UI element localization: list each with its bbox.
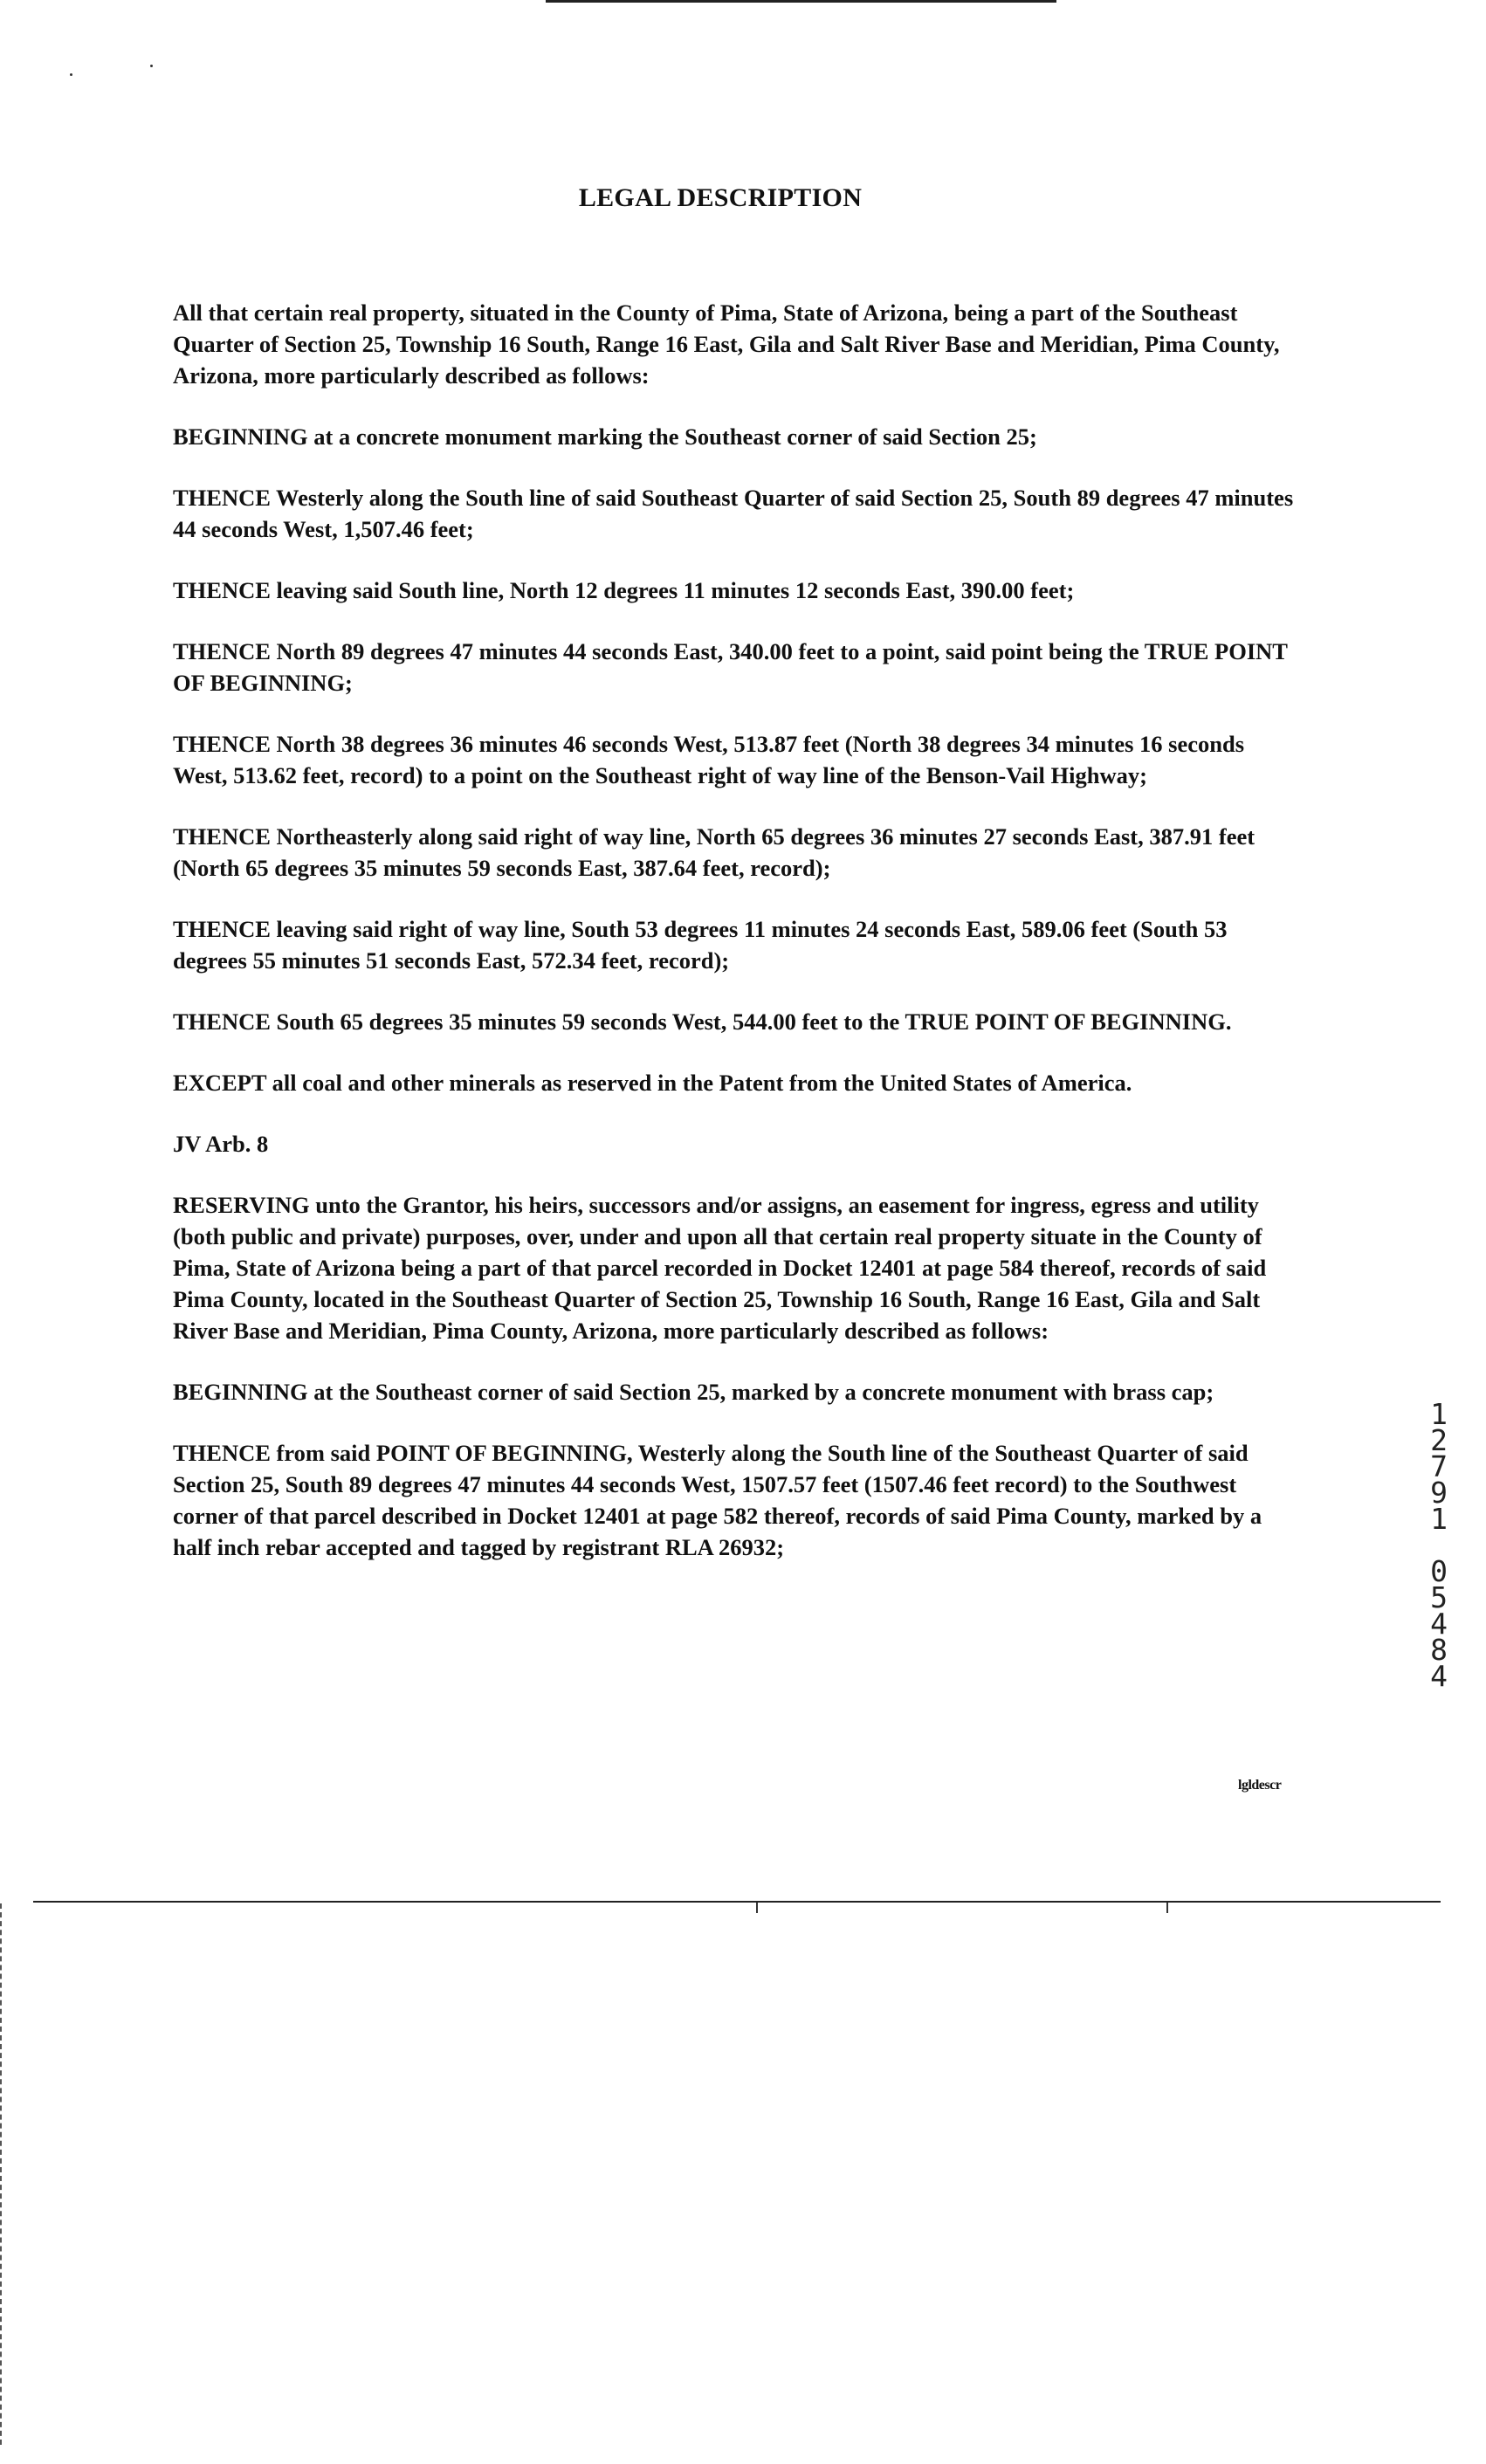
docket-digit: 1: [1430, 1502, 1448, 1536]
edge-tick-mark: [1166, 1903, 1168, 1913]
docket-digit: 5: [1430, 1580, 1448, 1614]
docket-digit: 0: [1430, 1554, 1448, 1588]
scan-speck: [150, 65, 153, 67]
edge-tick-mark: [756, 1903, 758, 1913]
left-scan-edge: [0, 1903, 3, 2445]
paragraph-easement-beginning: BEGINNING at the Southeast corner of said Section 25, marked by a concrete monument with brass cap;: [173, 1379, 1214, 1405]
footer-file-code: lgldescr: [1238, 1778, 1282, 1793]
paragraph-course-3: THENCE North 89 degrees 47 minutes 44 seconds East, 340.00 feet to a point, said point being the TRUE POINT OF BEGINNING;: [173, 638, 1288, 696]
paragraph-except: EXCEPT all coal and other minerals as reserved in the Patent from the United States of America.: [173, 1070, 1132, 1096]
paragraph-beginning: BEGINNING at a concrete monument marking the Southeast corner of said Section 25;: [173, 423, 1037, 450]
paragraph-intro: All that certain real property, situated in the County of Pima, State of Arizona, being a part of the Southeast Quarter of Section 25, Township 16 South, Range 16 East, Gila and Salt River Base and Meridian, Pima County, Arizona, more particularly described as follows:: [173, 299, 1280, 389]
docket-digit: 4: [1430, 1607, 1448, 1641]
docket-digit: 9: [1430, 1476, 1448, 1510]
docket-page-stamp: [1420, 1397, 1458, 1693]
paragraph-course-7: THENCE South 65 degrees 35 minutes 59 seconds West, 544.00 feet to the TRUE POINT OF BEGINNING.: [173, 1008, 1232, 1035]
paragraph-easement-course: THENCE from said POINT OF BEGINNING, Westerly along the South line of the Southeast Quarter of said Section 25, South 89 degrees 47 minutes 44 seconds West, 1507.57 feet (1507.46 feet record) to the Southwest corner of that parcel described in Docket 12401 at page 582 thereof, records of said Pima County, marked by a half inch rebar accepted and tagged by registrant RLA 26932;: [173, 1440, 1262, 1560]
paragraph-course-2: THENCE leaving said South line, North 12 degrees 11 minutes 12 seconds East, 390.00 feet;: [173, 577, 1075, 603]
paragraph-course-4: THENCE North 38 degrees 36 minutes 46 seconds West, 513.87 feet (North 38 degrees 34 minutes 16 seconds West, 513.62 feet, record) to a point on the Southeast right of way line of the Benson-Vail Highway;: [173, 731, 1245, 788]
paragraph-course-1: THENCE Westerly along the South line of said Southeast Quarter of said Section 25, South 89 degrees 47 minutes 44 seconds West, 1,507.46 feet;: [173, 485, 1294, 542]
paragraph-course-5: THENCE Northeasterly along said right of way line, North 65 degrees 36 minutes 27 seconds East, 387.91 feet (North 65 degrees 35 minutes 59 seconds East, 387.64 feet, record);: [173, 823, 1256, 881]
docket-digit: 7: [1430, 1449, 1448, 1483]
docket-digit: 4: [1430, 1659, 1448, 1693]
docket-digit: 1: [1430, 1397, 1448, 1431]
docket-digit: 8: [1430, 1633, 1448, 1667]
scan-speck: [70, 73, 72, 76]
bottom-page-edge-rule: [33, 1901, 1441, 1903]
top-page-edge-rule: [546, 0, 1056, 3]
paragraph-course-6: THENCE leaving said right of way line, South 53 degrees 11 minutes 24 seconds East, 589.06 feet (South 53 degrees 55 minutes 51 seconds East, 572.34 feet, record);: [173, 916, 1228, 974]
document-title: LEGAL DESCRIPTION: [578, 183, 863, 212]
paragraph-arb: JV Arb. 8: [173, 1131, 269, 1157]
paragraph-reserving: RESERVING unto the Grantor, his heirs, successors and/or assigns, an easement for ingress, egress and utility (both public and private) purposes, over, under and upon all that certain real property situate in the County of Pima, State of Arizona being a part of that parcel recorded in Docket 12401 at page 584 thereof, records of said Pima County, located in the Southeast Quarter of Section 25, Township 16 South, Range 16 East, Gila and Salt River Base and Meridian, Pima County, Arizona, more particularly described as follows:: [173, 1192, 1267, 1344]
document-body: [173, 297, 1295, 1593]
docket-digit: 2: [1430, 1423, 1448, 1457]
